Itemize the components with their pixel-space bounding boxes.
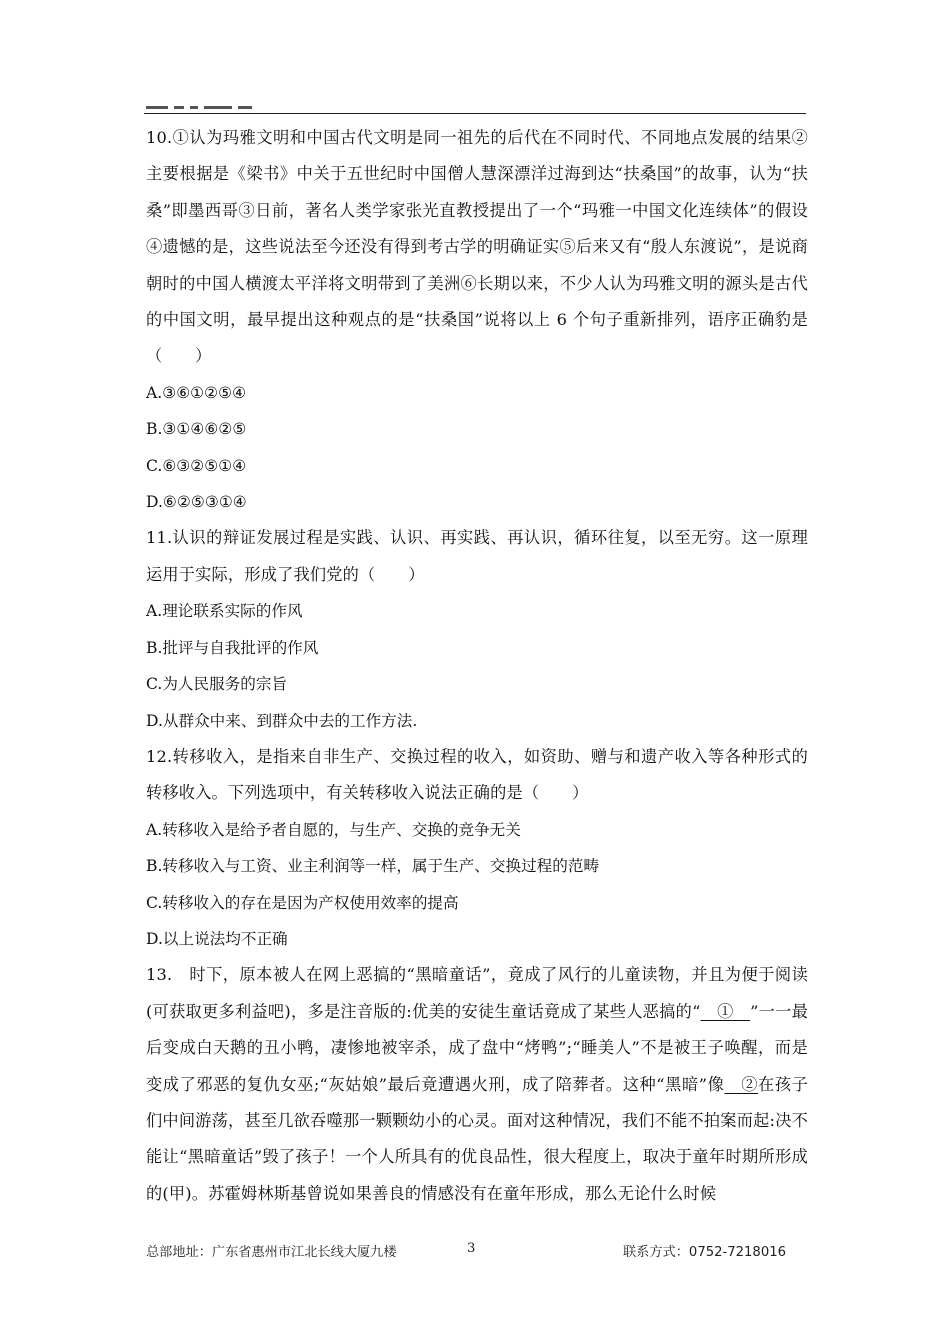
question-12-stem: 12.转移收入，是指来自非生产、交换过程的收入，如资助、赠与和遗产收入等各种形式的转移收入。下列选项中，有关转移收入说法正确的是（ ） [146, 746, 808, 803]
footer-address: 总部地址：广东省惠州市江北长线大厦九楼 [146, 1245, 397, 1260]
question-13-text-part1: 13. 时下，原本被人在网上恶搞的“黑暗童话”，竟成了风行的儿童读物，并且为便于阅读(可获取更多利益吧)，多是注音版的:优美的安徒生童话竟成了某些人恶搞的“ [146, 965, 808, 1021]
question-11-option-d: D.从群众中来、到群众中去的工作方法. [146, 711, 418, 730]
question-11-option-c: C.为人民服务的宗旨 [146, 675, 288, 694]
question-13-blank-1: ① [700, 1001, 751, 1021]
question-11-stem: 11.认识的辩证发展过程是实践、认识、再实践、再认识，循环往复，以至无穷。这一原理运用于实际，形成了我们党的（ ） [146, 528, 808, 584]
header-divider [144, 113, 806, 114]
question-13-text-part2: ”一一最后变成白天鹅的丑小鸭，凄惨地被宰杀，成了盘中“烤鸭”;“睡美人”不是被王子唤醒，而是变成了邪恶的复仇女巫;“灰姑娘”最后竟遭遇火刑，成了陪葬者。这种“黑暗”像 [146, 1001, 808, 1094]
header-logo-mark [146, 97, 276, 109]
question-10-option-b: B.③①④⑥②⑤ [146, 420, 247, 439]
question-12-option-d: D.以上说法均不正确 [146, 929, 288, 948]
question-content [146, 120, 808, 1212]
question-10-option-c: C.⑥③②⑤①④ [146, 456, 247, 475]
question-10-option-a: A.③⑥①②⑤④ [146, 383, 247, 402]
footer-contact: 联系方式：0752-7218016 [623, 1245, 786, 1260]
question-12-option-b: B.转移收入与工资、业主利润等一样，属于生产、交换过程的范畴 [146, 857, 600, 876]
footer-page-number: 3 [467, 1241, 476, 1256]
page-footer [146, 1241, 808, 1263]
question-12-option-c: C.转移收入的存在是因为产权使用效率的提高 [146, 893, 459, 912]
question-12-option-a: A.转移收入是给予者自愿的，与生产、交换的竞争无关 [146, 820, 521, 839]
question-13-passage [146, 957, 808, 1212]
question-10-option-d: D.⑥②⑤③①④ [146, 493, 247, 512]
question-11-option-b: B.批评与自我批评的作风 [146, 638, 319, 657]
question-10-stem: 10.①认为玛雅文明和中国古代文明是同一祖先的后代在不同时代、不同地点发展的结果②主要根据是《梁书》中关于五世纪时中国僧人慧深漂洋过海到达“扶桑国”的故事，认为“扶桑”即墨西哥③日前，著名人类学家张光直教授提出了一个“玛雅一中国文化连续体”的假设④遗憾的是，这些说法至今还没有得到考古学的明确证实⑤后来又有“殷人东渡说”，是说商朝时的中国人横渡太平洋将文明带到了美洲⑥长期以来，不少人认为玛雅文明的源头是古代的中国文明，最早提出这种观点的是“扶桑国”说将以上 6 个句子重新排列，语序正确豹是（ ） [146, 128, 808, 366]
question-13-text-part3: 在孩子们中间游荡，甚至几欲吞噬那一颗颗幼小的心灵。面对这种情况，我们不能不拍案而起:决不能让“黑暗童话”毁了孩子！一个人所具有的优良品性，很大程度上，取决于童年时期所形成的(甲)。苏霍姆林斯基曾说如果善良的情感没有在童年形成，那么无论什么时候 [146, 1074, 808, 1203]
question-11-option-a: A.理论联系实际的作风 [146, 602, 303, 621]
question-13-blank-2: ② [724, 1074, 759, 1094]
